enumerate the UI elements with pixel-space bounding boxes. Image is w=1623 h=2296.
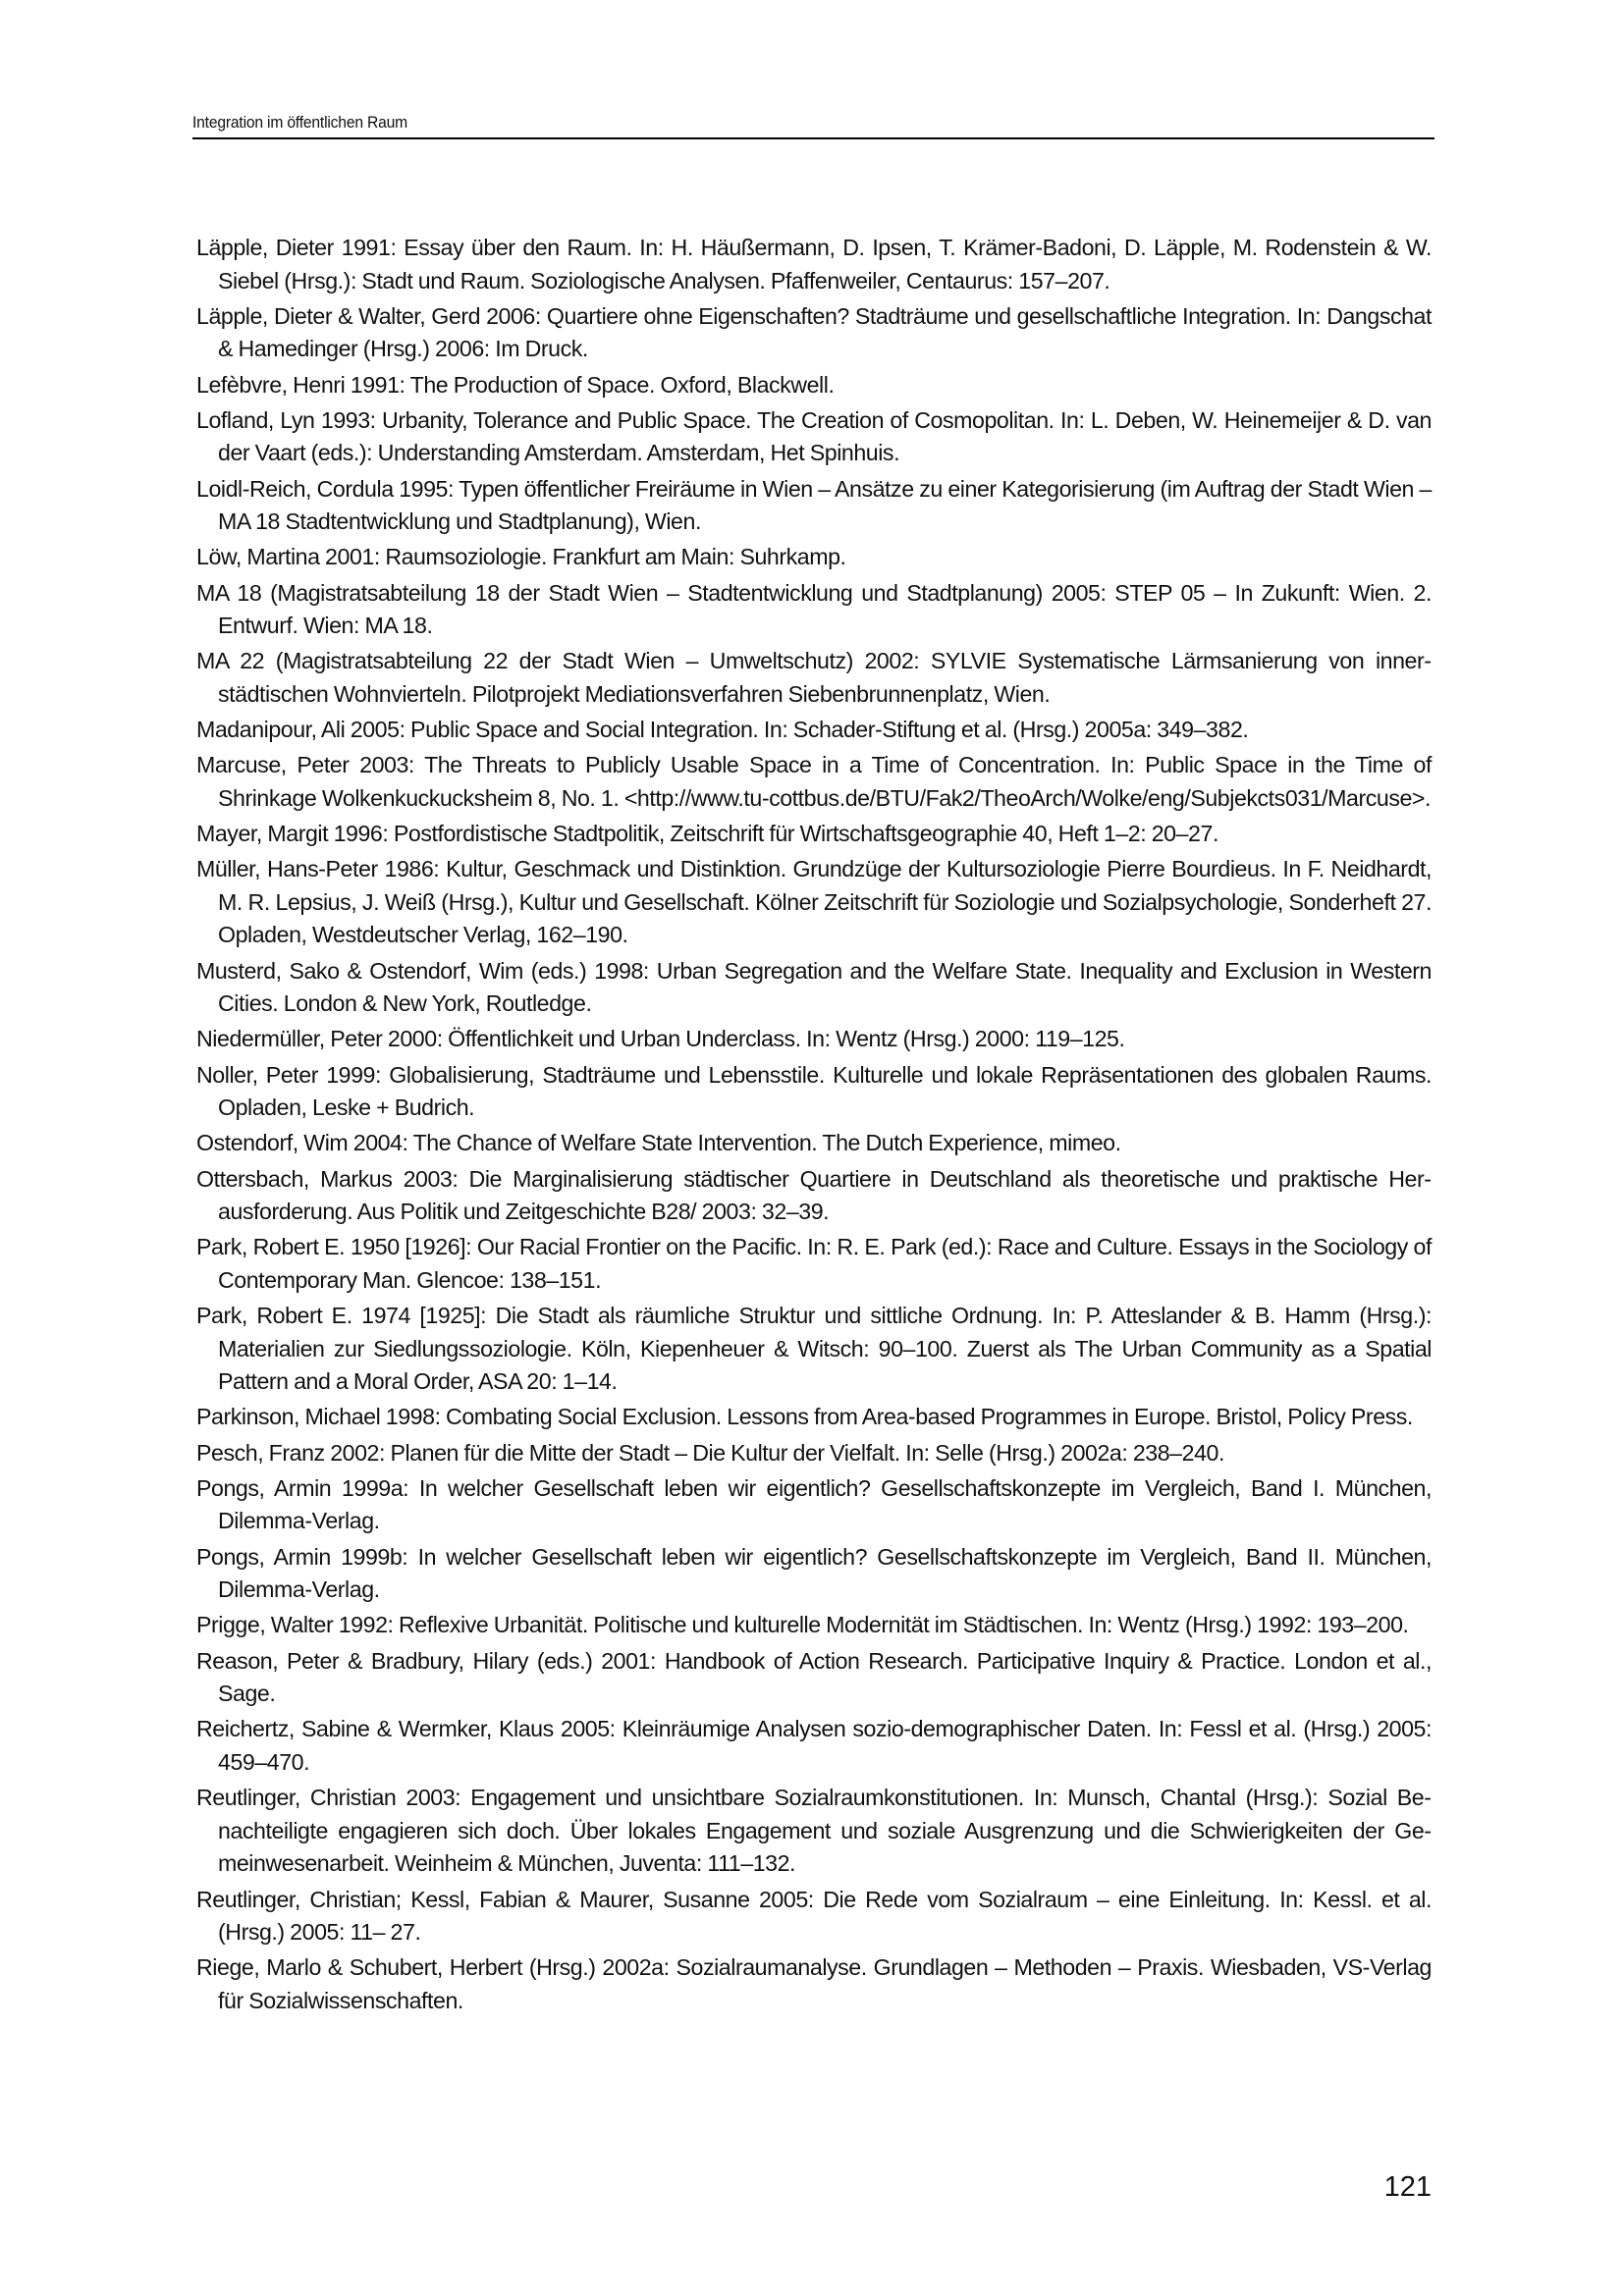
reference-entry: Riege, Marlo & Schubert, Herbert (Hrsg.) 2002a: Sozialraumanalyse. Grundlagen – Methoden – Praxis. Wiesbaden, VS-Verlag für Sozialwissenschaften. [196,1954,1432,2013]
reference-entry: Parkinson, Michael 1998: Combating Social Exclusion. Lessons from Area-based Programmes in Europe. Bristol, Policy Press. [196,1404,1413,1430]
reference-entry: Niedermüller, Peter 2000: Öffentlichkeit und Urban Underclass. In: Wentz (Hrsg.) 2000: 119–125. [196,1026,1125,1052]
reference-entry: Musterd, Sako & Ostendorf, Wim (eds.) 1998: Urban Segregation and the Welfare State. Inequality and Exclusion in Western Cities. London & New York, Routledge. [196,957,1432,1017]
reference-entry: MA 18 (Magistratsabteilung 18 der Stadt Wien – Stadtentwicklung und Stadtplanung) 2005: STEP 05 – In Zukunft: Wien. 2. Entwurf. Wien: MA 18. [196,579,1432,639]
reference-entry: Reichertz, Sabine & Wermker, Klaus 2005: Kleinräumige Analysen sozio-demographischer Daten. In: Fessl et al. (Hrsg.) 2005: 459–470. [196,1716,1432,1775]
reference-entry: Müller, Hans-Peter 1986: Kultur, Geschmack und Distinktion. Grundzüge der Kultursoziologie Pierre Bourdieus. In F. Neidhardt, M. R. Lepsius, J. Weiß (Hrsg.), Kultur und Gesellschaft. Kölner Zeitschrift für Soziologie und Sozialpsychologie, Sonderheft 27. Opladen, Westdeutscher Verlag, 162–190. [196,856,1432,948]
reference-entry: Läpple, Dieter & Walter, Gerd 2006: Quartiere ohne Eigenschaften? Stadträume und gesellschaftliche Integration. In: Dangschat & Hamedinger (Hrsg.) 2006: Im Druck. [196,302,1432,362]
reference-entry: Pongs, Armin 1999a: In welcher Gesellschaft leben wir eigentlich? Gesellschaftskonzepte im Vergleich, Band I. München, Dilemma-Verlag. [196,1474,1432,1534]
reference-entry: Madanipour, Ali 2005: Public Space and Social Integration. In: Schader-Stiftung et al. (Hrsg.) 2005a: 349–382. [196,717,1249,743]
reference-entry: Marcuse, Peter 2003: The Threats to Publicly Usable Space in a Time of Concentration. In: Public Space in the Time of Shrinkage Wolkenkuckucksheim 8, No. 1. <http://www.tu-cottbus.de/BTU/Fak2/TheoArch/Wolke/eng/Subjekcts031/Marcuse>. [196,752,1432,811]
reference-list [196,232,1432,2020]
reference-entry: Läpple, Dieter 1991: Essay über den Raum. In: H. Häußermann, D. Ipsen, T. Krämer-Badoni, D. Läpple, M. Rodenstein & W. Siebel (Hrsg.): Stadt und Raum. Soziologische Analysen. Pfaffenweiler, Centaurus: 157–207. [196,235,1432,294]
reference-entry: Lofland, Lyn 1993: Urbanity, Tolerance and Public Space. The Creation of Cosmopolitan. In: L. Deben, W. Heinemeijer & D. van der Vaart (eds.): Understanding Amsterdam. Amsterdam, Het Spinhuis. [196,406,1432,466]
reference-entry: Loidl-Reich, Cordula 1995: Typen öffentlicher Freiräume in Wien – Ansätze zu einer Kategorisierung (im Auftrag der Stadt Wien – MA 18 Stadtentwicklung und Stadtplanung), Wien. [196,475,1432,535]
reference-entry: Pesch, Franz 2002: Planen für die Mitte der Stadt – Die Kultur der Vielfalt. In: Selle (Hrsg.) 2002a: 238–240. [196,1439,1224,1466]
running-header-title: Integration im öffentlichen Raum [192,113,408,132]
reference-entry: Reutlinger, Christian 2003: Engagement und unsichtbare Sozialraumkonstitutionen. In: Munsch, Chantal (Hrsg.): Sozial Benachteiligte engagieren sich doch. Über lokales Engagement und soziale Ausgrenzung und die Schwierigkeiten der Gemeinwesenarbeit. Weinheim & München, Juventa: 111–132. [196,1785,1432,1877]
reference-entry: Reason, Peter & Bradbury, Hilary (eds.) 2001: Handbook of Action Research. Participative Inquiry & Practice. London et al., Sage. [196,1647,1432,1707]
reference-entry: Ottersbach, Markus 2003: Die Marginalisierung städtischer Quartiere in Deutschland als theoretische und praktische Herausforderung. Aus Politik und Zeitgeschichte B28/ 2003: 32–39. [196,1165,1432,1225]
reference-entry: Pongs, Armin 1999b: In welcher Gesellschaft leben wir eigentlich? Gesellschaftskonzepte im Vergleich, Band II. München, Dilemma-Verlag. [196,1543,1432,1603]
reference-entry: Löw, Martina 2001: Raumsoziologie. Frankfurt am Main: Suhrkamp. [196,544,846,570]
running-header [192,108,1434,139]
page-number: 121 [1383,2171,1432,2203]
reference-entry: Park, Robert E. 1950 [1926]: Our Racial Frontier on the Pacific. In: R. E. Park (ed.): Race and Culture. Essays in the Sociology of Contemporary Man. Glencoe: 138–151. [196,1234,1432,1293]
reference-entry: Mayer, Margit 1996: Postfordistische Stadtpolitik, Zeitschrift für Wirtschaftsgeographie 40, Heft 1–2: 20–27. [196,821,1218,847]
reference-entry: Prigge, Walter 1992: Reflexive Urbanität. Politische und kulturelle Modernität im Städtischen. In: Wentz (Hrsg.) 1992: 193–200. [196,1612,1409,1638]
reference-entry: MA 22 (Magistratsabteilung 22 der Stadt Wien – Umweltschutz) 2002: SYLVIE Systematische Lärmsanierung von innerstädtischen Wohnvierteln. Pilotprojekt Mediationsverfahren Siebenbrunnenplatz, Wien. [196,648,1432,707]
reference-entry: Ostendorf, Wim 2004: The Chance of Welfare State Intervention. The Dutch Experience, mimeo. [196,1130,1121,1156]
reference-entry: Reutlinger, Christian; Kessl, Fabian & Maurer, Susanne 2005: Die Rede vom Sozialraum – eine Einleitung. In: Kessl. et al. (Hrsg.) 2005: 11– 27. [196,1886,1432,1946]
reference-entry: Noller, Peter 1999: Globalisierung, Stadträume und Lebensstile. Kulturelle und lokale Repräsentationen des globalen Raums. Opladen, Leske + Budrich. [196,1061,1432,1121]
reference-entry: Lefèbvre, Henri 1991: The Production of Space. Oxford, Blackwell. [196,371,835,398]
reference-entry: Park, Robert E. 1974 [1925]: Die Stadt als räumliche Struktur und sittliche Ordnung. In: P. Atteslander & B. Hamm (Hrsg.): Materialien zur Siedlungssoziologie. Köln, Kiepenheuer & Witsch: 90–100. Zuerst als The Urban Community as a Spatial Pattern and a Moral Order, ASA 20: 1–14. [196,1303,1432,1395]
